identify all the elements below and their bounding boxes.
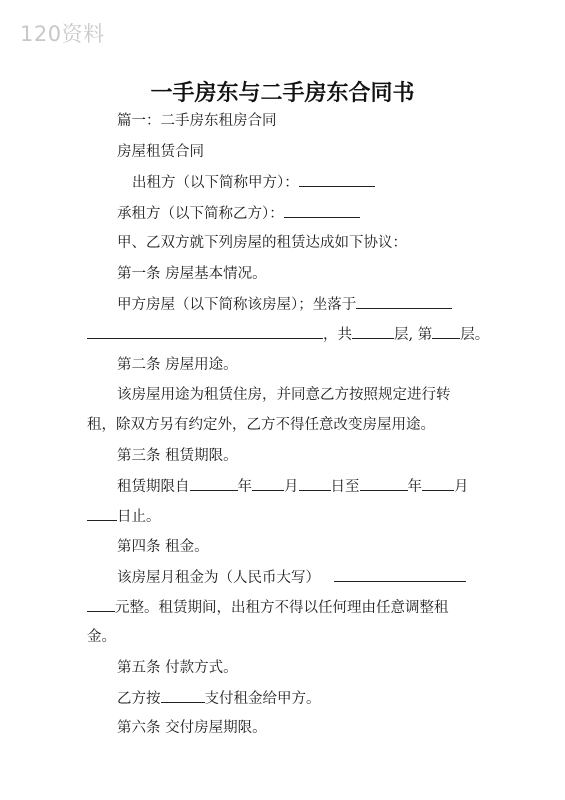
lessor-line: 出租方（以下简称甲方）： [0, 172, 565, 193]
payment-line: 乙方按 支付租金给甲方。 [0, 688, 565, 709]
location-blank[interactable] [356, 294, 452, 309]
term-end-line: 日止。 [0, 506, 565, 527]
article-heading: 第六条 交付房屋期限。 [117, 720, 267, 736]
total-floors-blank[interactable] [352, 324, 394, 339]
section-heading: 篇一：二手房东租房合同 [117, 113, 277, 129]
paragraph: 元整。租赁期间，出租方不得以任何理由任意调整租 [0, 597, 565, 618]
paragraph: 该房屋用途为租赁住房，并同意乙方按照规定进行转 [117, 387, 451, 403]
term-line: 租赁期限自 年 月 日至 年 月 [0, 476, 565, 497]
paragraph: 甲、乙双方就下列房屋的租赁达成如下协议： [117, 235, 407, 251]
end-day-blank[interactable] [87, 506, 117, 521]
end-year-blank[interactable] [360, 476, 408, 491]
lessee-blank[interactable] [284, 203, 360, 218]
floor-blank[interactable] [432, 324, 460, 339]
paragraph: 租，除双方另有约定外，乙方不得任意改变房屋用途。 [87, 417, 435, 433]
end-month-blank[interactable] [422, 476, 454, 491]
document-title: 一手房东与二手房东合同书 [150, 81, 415, 106]
location-line: 甲方房屋（以下简称该房屋）；坐落于 [0, 294, 565, 315]
start-day-blank[interactable] [299, 476, 331, 491]
start-month-blank[interactable] [252, 476, 284, 491]
article-heading: 第一条 房屋基本情况。 [117, 266, 267, 282]
watermark: 120资料 [20, 22, 105, 46]
payment-method-blank[interactable] [161, 688, 205, 703]
paragraph: 金。 [87, 629, 116, 645]
article-heading: 第四条 租金。 [117, 539, 209, 555]
lessor-blank[interactable] [299, 172, 375, 187]
address-blank[interactable] [87, 324, 323, 339]
article-heading: 第五条 付款方式。 [117, 660, 238, 676]
rent-line: 该房屋月租金为（人民币大写） [0, 567, 565, 588]
lessee-line: 承租方（以下简称乙方）： [0, 203, 565, 224]
article-heading: 第二条 房屋用途。 [117, 357, 238, 373]
article-heading: 第三条 租赁期限。 [117, 448, 238, 464]
contract-heading: 房屋租赁合同 [117, 144, 204, 160]
rent-amount-blank[interactable] [334, 567, 466, 582]
rent-amount-blank-cont[interactable] [87, 597, 115, 612]
floor-line: ，共 层, 第 层。 [0, 324, 565, 345]
start-year-blank[interactable] [190, 476, 238, 491]
